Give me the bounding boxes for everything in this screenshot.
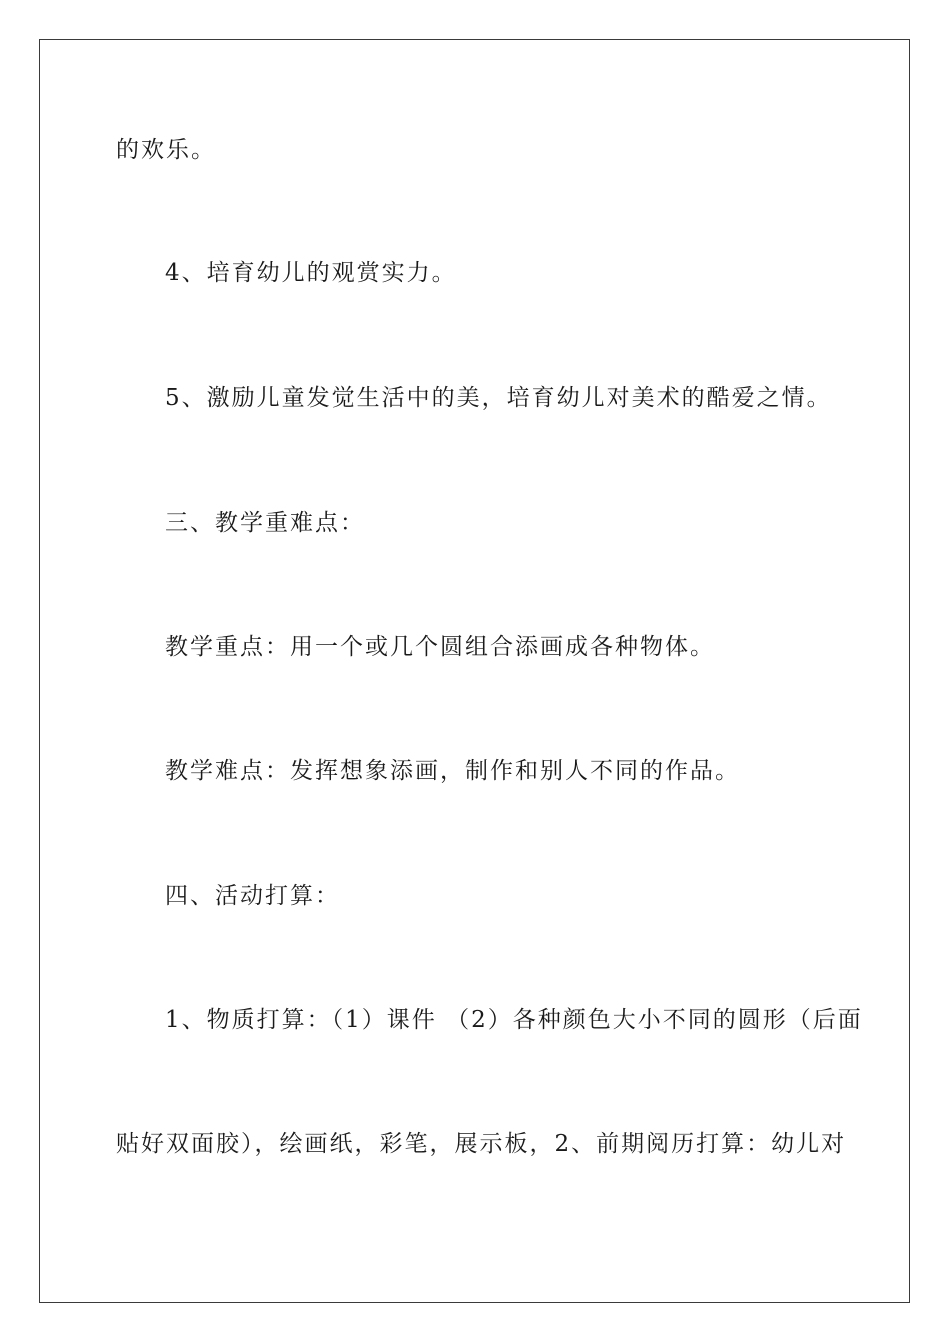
text-line-goal-5: 5、激励儿童发觉生活中的美，培育幼儿对美术的酷爱之情。	[165, 385, 832, 411]
text-line-key-point: 教学重点：用一个或几个圆组合添画成各种物体。	[165, 634, 715, 660]
text-line-material-prep-continued: 贴好双面胶），绘画纸，彩笔，展示板，2、前期阅历打算：幼儿对	[116, 1131, 847, 1157]
section-heading-key-points: 三、教学重难点：	[165, 510, 365, 536]
text-line-difficult-point: 教学难点：发挥想象添画，制作和别人不同的作品。	[165, 758, 740, 784]
section-heading-preparation: 四、活动打算：	[165, 883, 340, 909]
text-line-goal-4: 4、培育幼儿的观赏实力。	[165, 260, 457, 286]
page-frame	[39, 39, 910, 1303]
text-line-continuation: 的欢乐。	[116, 137, 216, 163]
text-line-material-prep: 1、物质打算：（1）课件 （2）各种颜色大小不同的圆形（后面	[165, 1007, 863, 1033]
